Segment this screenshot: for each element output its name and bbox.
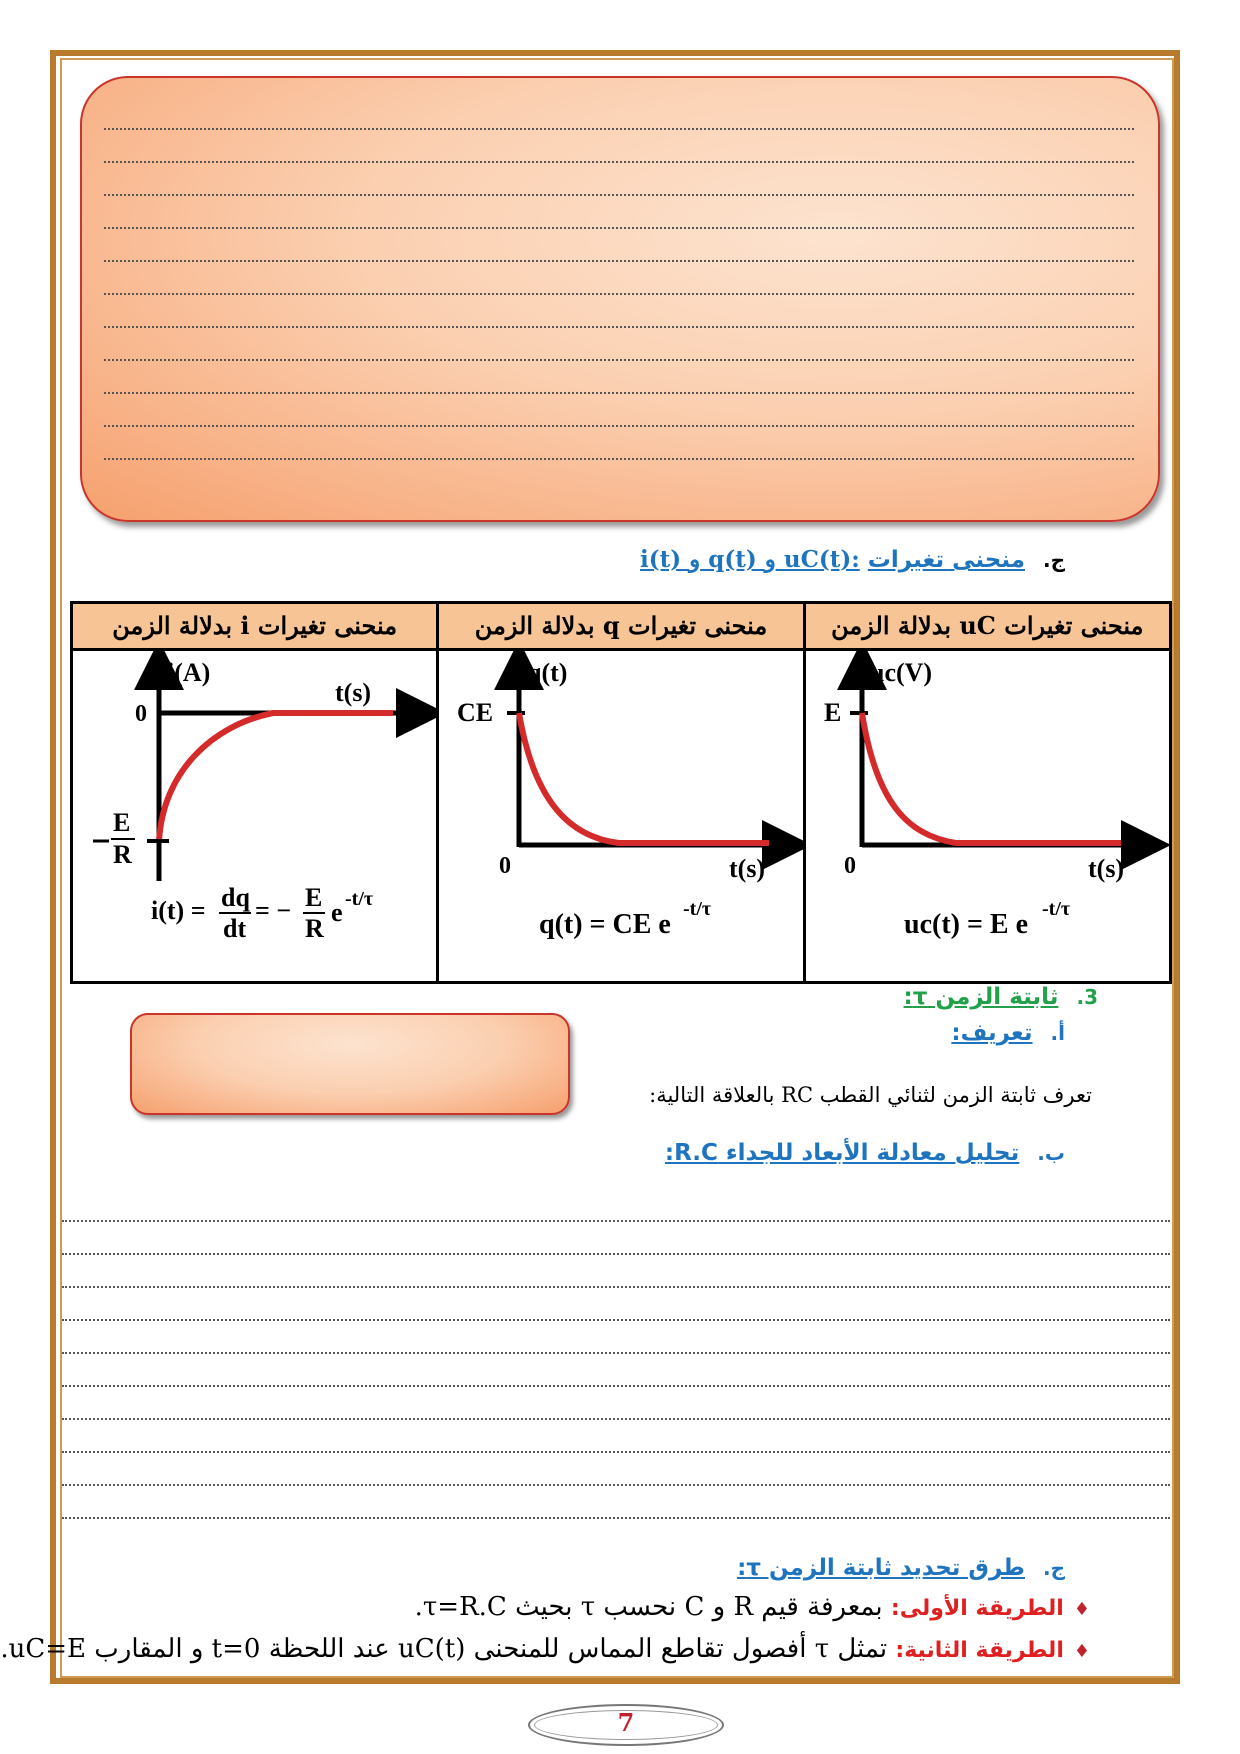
section-a-letter: أ.: [1050, 1021, 1065, 1045]
answer-line: [62, 1253, 1170, 1255]
answer-line: [104, 458, 1134, 460]
u-level-label: E: [823, 698, 841, 727]
i-formula-dq: dq: [221, 883, 250, 912]
answer-line: [62, 1352, 1170, 1354]
section-c2-heading: [737, 1555, 1065, 1581]
u-formula-power: -t/τ: [1041, 898, 1070, 920]
q-formula-power: -t/τ: [683, 898, 712, 920]
i-formula-exp: e: [331, 898, 343, 927]
answer-line: [104, 425, 1134, 427]
graph-u: [806, 651, 1170, 981]
u-curve: [862, 713, 1121, 843]
method-1: [415, 1592, 1090, 1622]
header-i: منحنى تغيرات i بدلالة الزمن: [72, 603, 438, 650]
graph-i: [73, 651, 437, 981]
answer-line: [62, 1286, 1170, 1288]
i-zero: 0: [135, 701, 147, 727]
graph-i-cell: [72, 650, 438, 983]
section-b-heading: [665, 1140, 1065, 1166]
graph-q: [439, 651, 803, 981]
answer-line: [62, 1220, 1170, 1222]
i-y-label: i(A): [167, 658, 211, 687]
answer-line: [62, 1385, 1170, 1387]
section-c2-title: طرق تحديد ثابتة الزمن τ:: [737, 1555, 1025, 1581]
section-a-heading: [951, 1020, 1065, 1046]
answer-line: [104, 128, 1134, 130]
page-number: 7: [617, 1708, 635, 1737]
i-curve: [159, 713, 393, 841]
section-c-letter: ج.: [1042, 548, 1065, 572]
answer-line: [104, 392, 1134, 394]
answer-line: [62, 1418, 1170, 1420]
answer-line: [62, 1517, 1170, 1519]
method-2-name: الطريقة الثانية:: [895, 1638, 1064, 1663]
u-x-label: t(s): [1087, 854, 1124, 883]
i-formula-power: -t/τ: [345, 888, 374, 910]
answer-box: [80, 76, 1160, 522]
graph-u-cell: [804, 650, 1170, 983]
section-3-heading: [904, 984, 1098, 1010]
u-origin: 0: [843, 853, 856, 879]
answer-line: [62, 1451, 1170, 1453]
q-y-label: q(t): [527, 658, 568, 687]
section-3-title: ثابتة الزمن τ:: [903, 984, 1059, 1010]
section-c-heading: [640, 546, 1065, 573]
u-formula: uc(t) = E e: [903, 909, 1028, 940]
method-1-text: بمعرفة قيم R و C نحسب τ بحيث τ=R.C.: [414, 1592, 891, 1622]
answer-line: [104, 293, 1134, 295]
u-y-label: uc(V): [869, 658, 932, 687]
i-formula-E: E: [305, 883, 323, 912]
section-c-vars: i(t) و q(t) و uC(t):: [639, 546, 860, 573]
answer-line: [104, 260, 1134, 262]
q-x-label: t(s): [729, 854, 766, 883]
i-low-den: R: [113, 840, 132, 869]
answer-line: [104, 326, 1134, 328]
i-formula-dt: dt: [223, 914, 247, 943]
method-2-text: تمثل τ أفصول تقاطع المماس للمنحنى uC(t) عند اللحظة t=0 و المقارب uC=E.: [0, 1634, 896, 1664]
answer-line: [62, 1484, 1170, 1486]
i-low-num: E: [113, 808, 131, 837]
answer-line: [104, 194, 1134, 196]
method-2-bullet: ♦: [1073, 1641, 1090, 1662]
q-origin: 0: [499, 853, 512, 879]
q-formula: q(t) = CE e: [539, 909, 672, 940]
answer-line: [104, 161, 1134, 163]
i-formula-lhs: i(t) =: [151, 896, 206, 925]
section-b-title: تحليل معادلة الأبعاد للجداء R.C:: [664, 1140, 1020, 1166]
definition-box: [130, 1013, 570, 1115]
q-curve: [519, 713, 769, 843]
method-1-name: الطريقة الأولى:: [890, 1596, 1064, 1621]
i-formula-R: R: [305, 914, 324, 943]
answer-line: [104, 227, 1134, 229]
section-a-title: تعريف:: [951, 1020, 1033, 1046]
q-level-label: CE: [457, 698, 494, 727]
method-2: [0, 1634, 1090, 1664]
answer-line: [62, 1319, 1170, 1321]
curves-table: [70, 601, 1172, 984]
graph-q-cell: [438, 650, 804, 983]
section-c-title: منحنى تغيرات: [867, 547, 1025, 573]
method-1-bullet: ♦: [1073, 1599, 1090, 1620]
section-b-letter: ب.: [1037, 1141, 1065, 1165]
section-c2-letter: ج.: [1042, 1556, 1065, 1580]
i-x-label: t(s): [335, 678, 372, 707]
header-u: منحنى تغيرات uC بدلالة الزمن: [804, 603, 1170, 650]
answer-line: [104, 359, 1134, 361]
section-3-number: 3.: [1076, 985, 1098, 1009]
header-q: منحنى تغيرات q بدلالة الزمن: [438, 603, 804, 650]
definition-text: تعرف ثابتة الزمن لثنائي القطب RC بالعلاقة التالية:: [649, 1083, 1092, 1107]
i-formula-mid: = −: [255, 896, 292, 925]
